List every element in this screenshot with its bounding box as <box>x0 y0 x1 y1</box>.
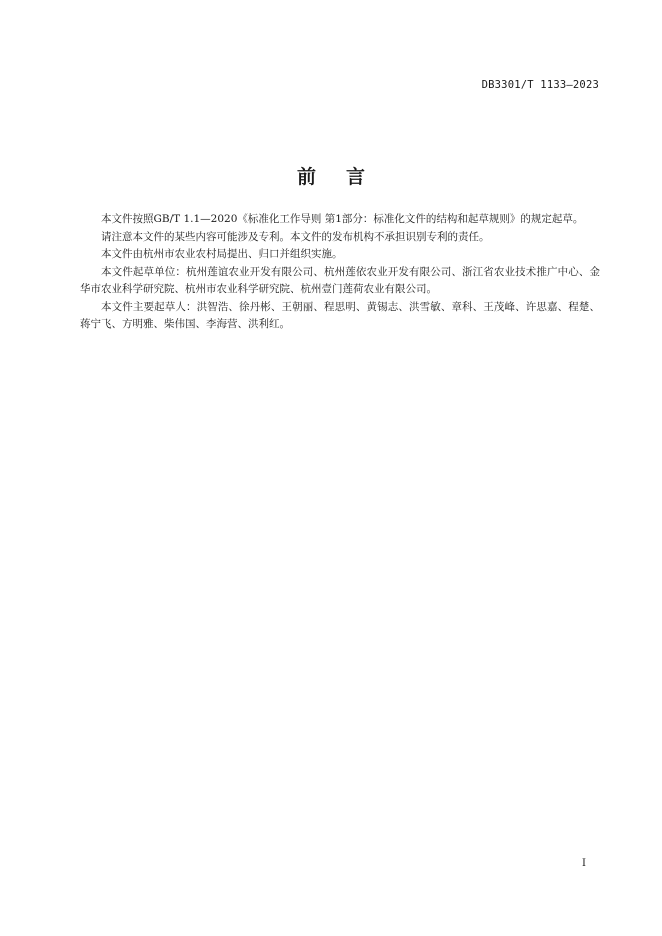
paragraph-patent-notice: 请注意本文件的某些内容可能涉及专利。本文件的发布机构不承担识别专利的责任。 <box>101 230 490 243</box>
title-char-2: 言 <box>346 166 366 188</box>
paragraph-standard-basis: 本文件按照GB/T 1.1—2020《标准化工作导则 第1部分：标准化文件的结构和起草规则》的规定起草。 <box>101 213 584 225</box>
document-code: DB3301/T 1133—2023 <box>481 79 599 91</box>
paragraph-main-drafters: 本文件主要起草人：洪智浩、徐丹彬、王朝丽、程思明、黄锡志、洪雪敏、章科、王茂峰、许思嘉、程楚、蒋宁飞、方明雅、柴伟国、李海营、洪利红。 <box>80 300 600 330</box>
title-char-1: 前 <box>296 166 316 188</box>
page-number: I <box>582 858 586 869</box>
paragraph-drafting-units: 本文件起草单位：杭州莲谊农业开发有限公司、杭州莲依农业开发有限公司、浙江省农业技术推广中心、金华市农业科学研究院、杭州市农业科学研究院、杭州壹门莲荷农业有限公司。 <box>80 265 600 295</box>
paragraph-proposer: 本文件由杭州市农业农村局提出、归口并组织实施。 <box>101 248 343 260</box>
foreword-body <box>80 211 600 334</box>
page-title <box>0 162 662 189</box>
